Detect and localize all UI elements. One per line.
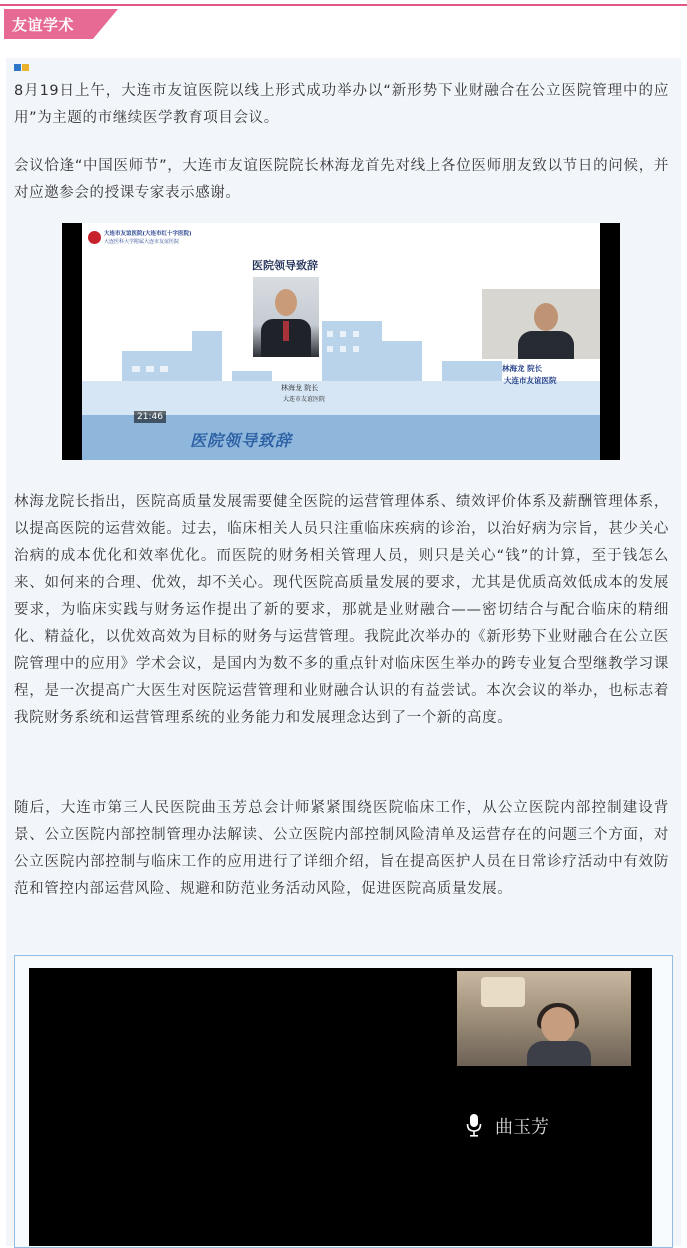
- speaker-video-thumbnail: [482, 289, 600, 359]
- video-timestamp: 21:46: [134, 411, 166, 423]
- paragraph-intro: 8月19日上午，大连市友谊医院以线上形式成功举办以“新形势下业财融合在公立医院管理中的应用”为主题的市继续医学教育项目会议。: [14, 83, 669, 126]
- top-accent-rule: [0, 4, 687, 6]
- video-head: [541, 1007, 575, 1043]
- paragraph-director-remarks: 林海龙院长指出，医院高质量发展需要健全医院的运营管理体系、绩效评价体系及薪酬管理体系，以提高医院的运营效能。过去，临床相关人员只注重临床疾病的诊治，以治好病为宗旨，甚少关心治病的成本优化和效率优化。而医院的财务相关管理人员，则只是关心“钱”的计算，至于钱怎么来、如何来的合理、优效，却不关心。现代医院高质量发展的要求，尤其是优质高效低成本的发展要求，为临床实践与财务运作提出了新的要求，那就是业财融合——密切结合与配合临床的精细化、精益化，以优效高效为目标的财务与运营管理。我院此次举办的《新形势下业财融合在公立医院管理中的应用》学术会议，是国内为数不多的重点针对临床医生举办的跨专业复合型继教学习课程，是一次提高广大医生对医院运营管理和业财融合认识的有益尝试。本次会议的举办，也标志着我院财务系统和运营管理系统的业务能力和发展理念达到了一个新的高度。: [14, 494, 669, 726]
- speaker-name-label: 曲玉芳: [495, 1117, 549, 1138]
- photo-caption-org: 大连市友谊医院: [283, 396, 326, 403]
- video-lamp: [481, 977, 525, 1007]
- video-caption-org: 大连市友谊医院: [504, 376, 557, 385]
- slide-banner: 医院领导致辞: [190, 431, 293, 450]
- microphone-icon: [466, 1113, 482, 1137]
- slide: [82, 223, 600, 460]
- director-photo: [253, 277, 319, 357]
- paragraph-greeting: 会议恰逢“中国医师节”，大连市友谊医院院长林海龙首先对线上各位医师朋友致以节日的问候，并对应邀参会的授课专家表示感谢。: [14, 158, 669, 201]
- video-head: [534, 303, 558, 331]
- hospital-logo-icon: [88, 231, 101, 244]
- photo-head: [275, 289, 297, 316]
- paragraph-lecture-summary: 随后，大连市第三人民医院曲玉芳总会计师紧紧围绕医院临床工作，从公立医院内部控制建设背景、公立医院内部控制管理办法解读、公立医院内部控制风险清单及运营存在的问题三个方面，对公立医院内部控制与临床工作的应用进行了详细介绍，旨在提高医护人员在日常诊疗活动中有效防范和管控内部运营风险、规避和防范业务活动风险，促进医院高质量发展。: [14, 800, 669, 897]
- slide-hospital-subname: 大连医科大学附属大连市友谊医院: [104, 239, 180, 245]
- video-caption-name: 林海龙 院长: [502, 364, 543, 373]
- blue-square: [14, 64, 21, 71]
- lecturer-video-thumbnail: [457, 971, 631, 1066]
- yellow-square: [22, 64, 29, 71]
- photo-tie: [283, 321, 289, 341]
- slide-hospital-name: 大连市友谊医院(大连市红十字医院): [104, 231, 192, 237]
- video-body: [518, 331, 574, 359]
- conference-screenshot-1: [62, 223, 620, 460]
- slide-heading: 医院领导致辞: [252, 259, 318, 272]
- conference-screenshot-2: [29, 968, 652, 1246]
- decor-squares-icon: [14, 64, 29, 72]
- video-body: [527, 1041, 591, 1066]
- section-tag-label: 友谊学术: [12, 16, 75, 34]
- photo-caption-name: 林海龙 院长: [281, 384, 319, 392]
